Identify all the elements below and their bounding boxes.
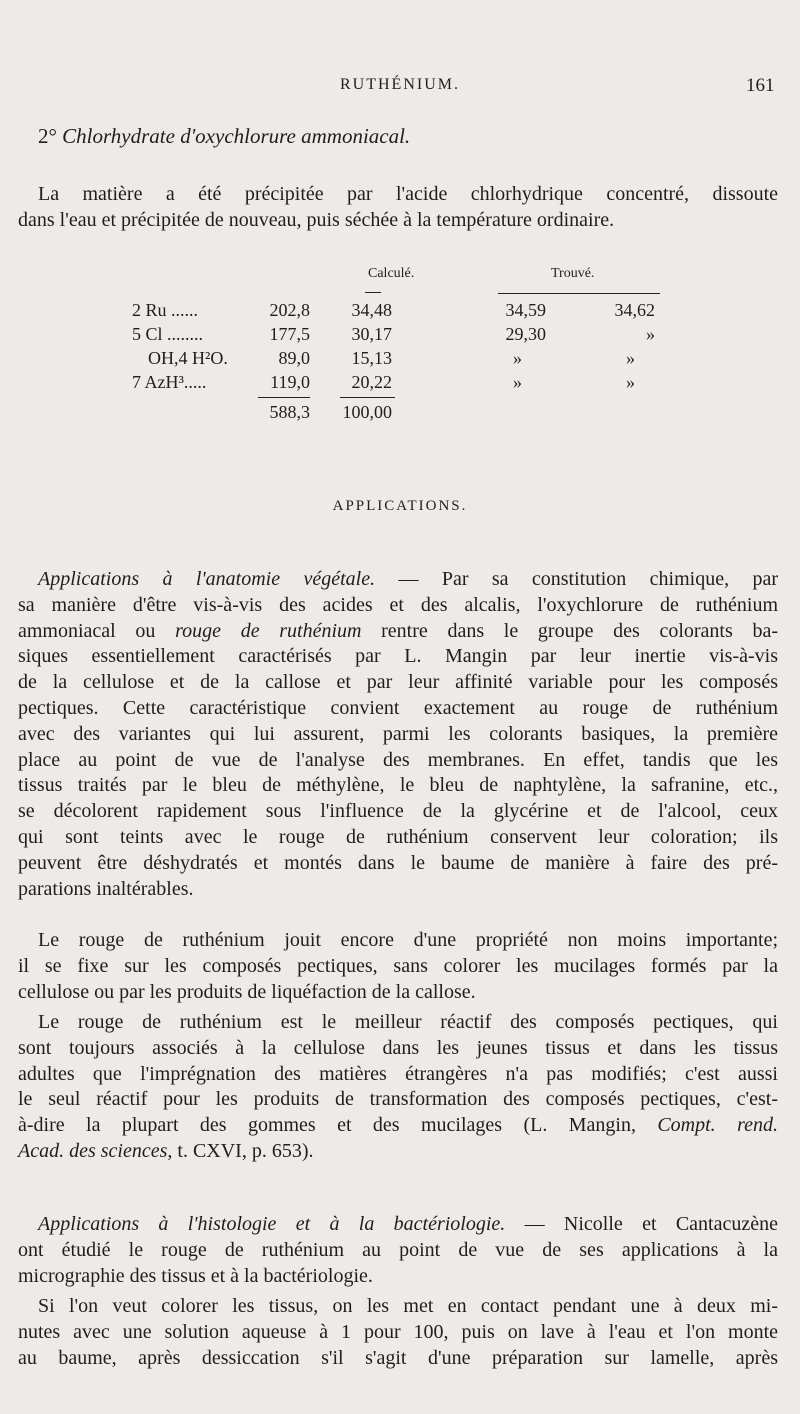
text-line: de la cellulose et de la callose et par leur affinité variable pour les composés [18, 671, 778, 694]
table-found-2: » [626, 372, 635, 392]
paragraph-coloration [18, 1294, 778, 1371]
page-number: 161 [746, 75, 775, 96]
text-line: cellulose ou par les produits de liquéfaction de la callose. [18, 980, 476, 1003]
table-formula: 2 Ru ...... [132, 300, 199, 320]
text-line: peuvent être déshydratés et montés dans le baume de manière à faire des pré- [18, 851, 778, 874]
text-line: ont étudié le rouge de ruthénium au point de vue de ses applications à la [18, 1238, 778, 1261]
table-calc: 30,17 [351, 324, 392, 344]
text-line: parations inaltérables. [18, 877, 194, 900]
text-line: avec des variantes qui lui assurent, parmi les colorants basiques, la première [18, 722, 778, 745]
vegetal-paragraph [18, 567, 778, 902]
table-mass: 202,8 [269, 300, 310, 320]
table-found-2: » [626, 348, 635, 368]
table-found-2: 34,62 [614, 300, 655, 320]
text-line: Applications à l'histologie et à la bactériologie. — Nicolle et Cantacuzène [38, 1213, 778, 1235]
table-total-mass: 588,3 [269, 402, 310, 422]
subheading: Applications à l'anatomie végétale. [38, 568, 376, 590]
text-line: dans l'eau et précipitée de nouveau, puis séchée à la température ordinaire. [18, 208, 615, 231]
column-header-trouve: Trouvé. [551, 266, 595, 281]
table-calc: 20,22 [351, 372, 392, 392]
text-line: au baume, après dessiccation s'il s'agit d'une préparation sur lamelle, après [18, 1346, 778, 1369]
text-line: Le rouge de ruthénium est le meilleur réactif des composés pectiques, qui [38, 1011, 778, 1033]
section-title-text: Chlorhydrate d'oxychlorure ammoniacal. [62, 124, 411, 148]
text-line: ammoniacal ou rouge de ruthénium rentre dans le groupe des colorants ba- [18, 619, 778, 642]
text-line: siques essentiellement caractérisés par L. Mangin par leur inertie vis-à-vis [18, 645, 778, 668]
header-rule [498, 293, 660, 294]
text-line: qui sont teints avec le rouge de ruthénium conservent leur coloration; ils [18, 825, 778, 848]
table-total-calc: 100,00 [342, 402, 392, 422]
table-formula: OH,4 H²O. [148, 348, 228, 368]
header-rule [365, 292, 381, 293]
table-formula: 5 Cl ........ [132, 324, 204, 344]
table-mass: 119,0 [270, 372, 310, 392]
paragraph-reactif [18, 1010, 778, 1165]
text-line: sa manière d'être vis-à-vis des acides et des alcalis, l'oxychlorure de ruthénium [18, 593, 778, 616]
table-mass: 177,5 [269, 324, 310, 344]
table-found-2: » [646, 324, 655, 344]
table-found-1: 29,30 [505, 324, 546, 344]
intro-paragraph [18, 182, 778, 234]
histology-paragraph [18, 1212, 778, 1289]
applications-heading: APPLICATIONS. [332, 498, 468, 514]
table-calc: 15,13 [351, 348, 392, 368]
table-calc: 34,48 [351, 300, 392, 320]
table-found-1: » [513, 348, 522, 368]
text-line: à-dire la plupart des gommes et des mucilages (L. Mangin, Compt. rend. [18, 1114, 778, 1137]
text-line: Si l'on veut colorer les tissus, on les met en contact pendant une à deux mi- [38, 1295, 778, 1317]
table-formula: 7 AzH³..... [132, 372, 207, 392]
text-line: adultes que l'imprégnation des matières étrangères n'a pas modifiés; c'est aussi [18, 1062, 778, 1085]
running-head: RUTHÉNIUM. [340, 76, 460, 93]
table-found-1: » [513, 372, 522, 392]
text-line: Acad. des sciences, t. CXVI, p. 653). [18, 1139, 314, 1162]
table-mass: 89,0 [278, 348, 310, 368]
text-line: place au point de vue de l'analyse des membranes. En effet, tandis que les [18, 748, 778, 771]
total-rule [258, 397, 310, 398]
text-line: Le rouge de ruthénium jouit encore d'une propriété non moins importante; [38, 929, 778, 951]
text-line: La matière a été précipitée par l'acide chlorhydrique concentré, dissoute [38, 183, 778, 205]
text-line: pectiques. Cette caractéristique convient exactement au rouge de ruthénium [18, 696, 778, 719]
total-rule [340, 397, 395, 398]
subheading: Applications à l'histologie et à la bactériologie. [38, 1213, 506, 1235]
column-header-calcule: Calculé. [368, 266, 415, 281]
text-line: il se fixe sur les composés pectiques, sans colorer les mucilages formés par la [18, 954, 778, 977]
text-line: tissus traités par le bleu de méthylène, le bleu de naphtylène, la safranine, etc., [18, 774, 778, 797]
text-line: sont toujours associés à la cellulose dans les jeunes tissus et dans les tissus [18, 1036, 778, 1059]
section-number: 2° [38, 124, 57, 148]
text-line: Applications à l'anatomie végétale. — Par sa constitution chimique, par [38, 568, 778, 590]
text-line: micrographie des tissus et à la bactériologie. [18, 1264, 373, 1287]
text-line: nutes avec une solution aqueuse à 1 pour 100, puis on lave à l'eau et l'on monte [18, 1320, 778, 1343]
paragraph-pectic [18, 928, 778, 1005]
text-line: se décolorent rapidement sous l'influence de la glycérine et de l'alcool, ceux [18, 800, 778, 823]
table-found-1: 34,59 [505, 300, 546, 320]
text-line: le seul réactif pour les produits de transformation des composés pectiques, c'est- [18, 1088, 778, 1111]
section-title [38, 124, 410, 149]
